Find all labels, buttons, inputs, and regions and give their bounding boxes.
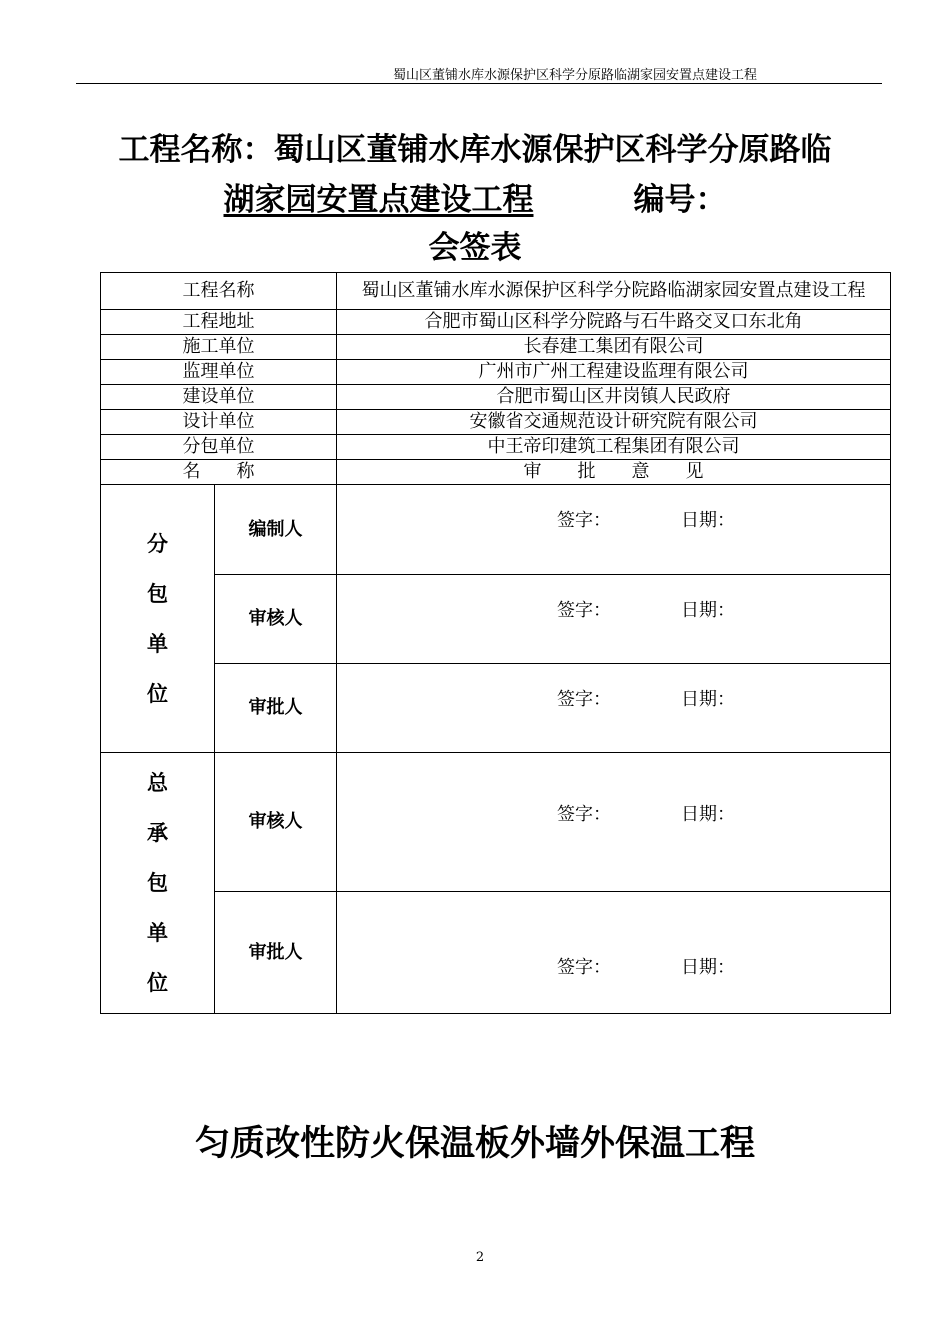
sign-label: 签字： <box>557 510 611 531</box>
info-label: 工程地址 <box>101 310 337 335</box>
info-value: 广州市广州工程建设监理有限公司 <box>337 360 891 385</box>
info-row <box>101 310 891 335</box>
sign-label: 签字： <box>557 600 611 621</box>
date-label: 日期： <box>681 600 735 621</box>
title-line-1: 工程名称：蜀山区董铺水库水源保护区科学分原路临 <box>118 132 832 168</box>
signature-cell[interactable] <box>337 753 891 892</box>
column-header-name: 名 称 <box>101 460 337 485</box>
header-rule <box>76 83 882 84</box>
info-value: 蜀山区董铺水库水源保护区科学分院路临湖家园安置点建设工程 <box>337 273 891 310</box>
info-row <box>101 360 891 385</box>
info-row <box>101 435 891 460</box>
group-char: 总 <box>147 771 168 795</box>
info-value: 合肥市蜀山区科学分院路与石牛路交叉口东北角 <box>337 310 891 335</box>
role-reviewer: 审核人 <box>215 575 337 664</box>
approval-row <box>101 485 891 575</box>
group-char: 位 <box>147 971 168 995</box>
info-label: 工程名称 <box>101 273 337 310</box>
page-number: 2 <box>475 1250 485 1265</box>
signature-cell[interactable] <box>337 485 891 575</box>
signature-cell[interactable] <box>337 575 891 664</box>
role-approver: 审批人 <box>215 892 337 1014</box>
group-char: 单 <box>147 921 168 945</box>
title-project-name: 湖家园安置点建设工程 <box>223 182 534 218</box>
info-label: 设计单位 <box>101 410 337 435</box>
form-title: 会签表 <box>428 230 522 266</box>
sign-label: 签字： <box>557 689 611 710</box>
sign-label: 签字： <box>557 957 611 978</box>
info-row <box>101 385 891 410</box>
signature-cell[interactable] <box>337 892 891 1014</box>
info-label: 监理单位 <box>101 360 337 385</box>
column-header-row <box>101 460 891 485</box>
info-label: 分包单位 <box>101 435 337 460</box>
title-number-label: 编号： <box>633 182 727 218</box>
column-header-opinion: 审 批 意 见 <box>337 460 891 485</box>
group-char: 承 <box>147 821 168 845</box>
group-label-general-contractor <box>101 753 215 1014</box>
role-reviewer: 审核人 <box>215 753 337 892</box>
info-row <box>101 335 891 360</box>
info-row <box>101 273 891 310</box>
group-char: 包 <box>147 871 168 895</box>
group-char: 位 <box>147 681 168 706</box>
sign-label: 签字： <box>557 804 611 825</box>
info-value: 安徽省交通规范设计研究院有限公司 <box>337 410 891 435</box>
info-row <box>101 410 891 435</box>
group-label-subcontractor <box>101 485 215 753</box>
title-line-2 <box>60 180 890 220</box>
date-label: 日期： <box>681 510 735 531</box>
role-approver: 审批人 <box>215 664 337 753</box>
approval-row <box>101 575 891 664</box>
info-label: 建设单位 <box>101 385 337 410</box>
signature-cell[interactable] <box>337 664 891 753</box>
date-label: 日期： <box>681 689 735 710</box>
group-char: 单 <box>147 631 168 656</box>
role-preparer: 编制人 <box>215 485 337 575</box>
group-char: 包 <box>147 581 168 606</box>
approval-row <box>101 892 891 1014</box>
group-char: 分 <box>147 531 168 556</box>
date-label: 日期： <box>681 804 735 825</box>
info-label: 施工单位 <box>101 335 337 360</box>
approval-row <box>101 753 891 892</box>
date-label: 日期： <box>681 957 735 978</box>
approval-row <box>101 664 891 753</box>
running-header: 蜀山区董铺水库水源保护区科学分原路临湖家园安置点建设工程 <box>392 68 757 83</box>
info-value: 合肥市蜀山区井岗镇人民政府 <box>337 385 891 410</box>
info-value: 中王帝印建筑工程集团有限公司 <box>337 435 891 460</box>
sign-off-table <box>100 272 891 1014</box>
section-title: 匀质改性防火保温板外墙外保温工程 <box>194 1123 755 1164</box>
info-value: 长春建工集团有限公司 <box>337 335 891 360</box>
